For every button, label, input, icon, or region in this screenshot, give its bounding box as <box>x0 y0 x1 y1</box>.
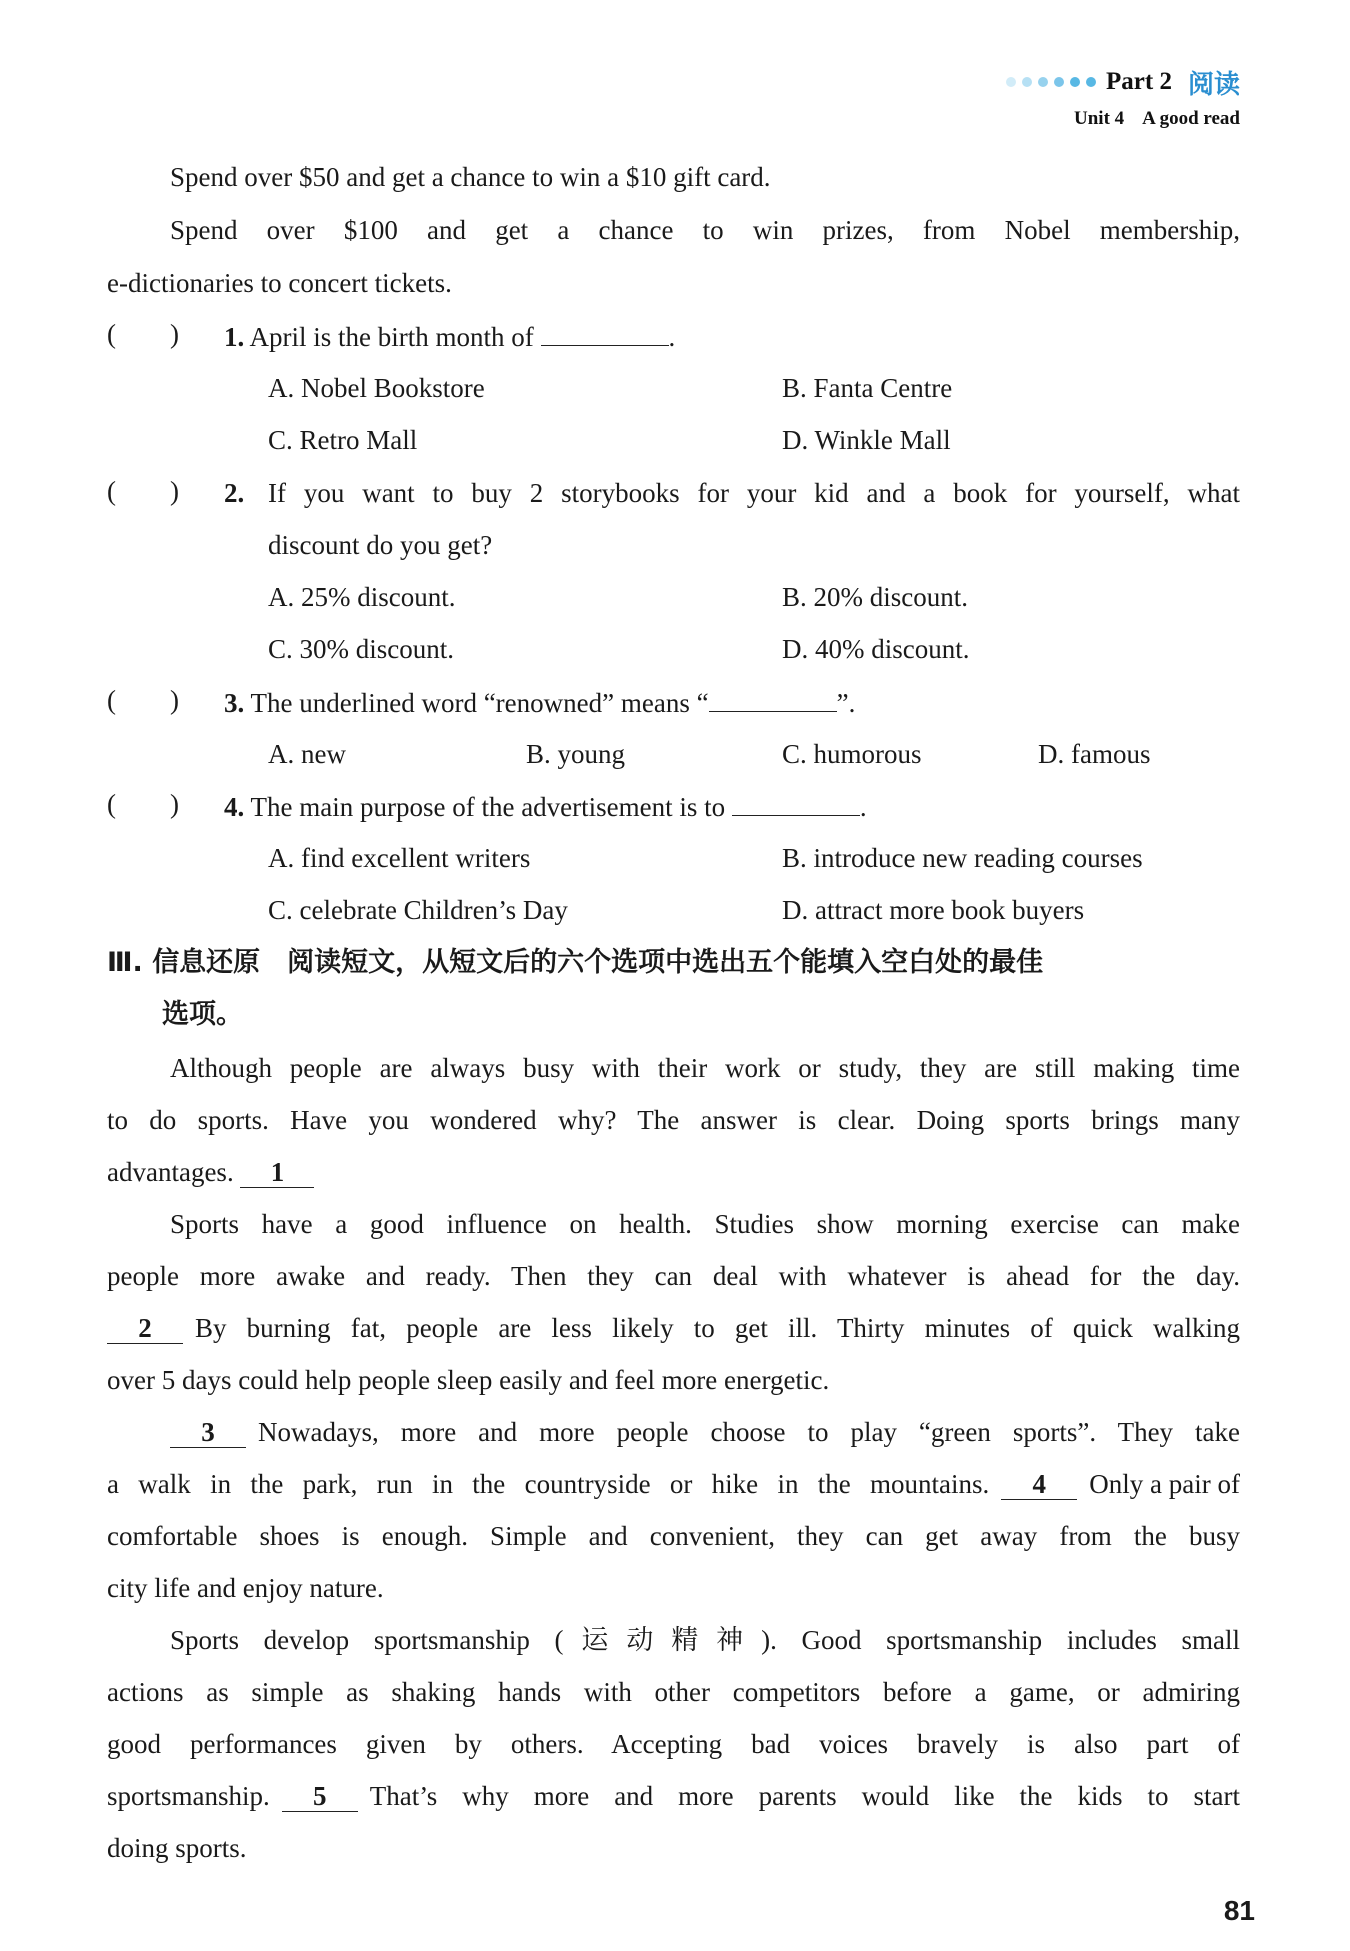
answer-blank[interactable] <box>541 319 669 346</box>
passage-line: to do sports. Have you wondered why? The answer is clear. Doing sports brings many <box>107 1105 1240 1135</box>
passage-line: Sports develop sportsmanship (运动精神). Good sportsmanship includes small <box>170 1625 1240 1655</box>
question-punct: . <box>859 792 867 822</box>
option-c[interactable]: C. celebrate Children’s Day <box>268 895 568 925</box>
page-number: 81 <box>1223 1895 1255 1926</box>
passage-text: By burning fat, people are less likely to get ill. Thirty minutes of quick walking <box>195 1313 1240 1343</box>
option-b[interactable]: B. 20% discount. <box>782 582 968 612</box>
passage-line <box>107 1467 1240 1501</box>
blank-2[interactable]: 2 <box>107 1313 183 1344</box>
blank-3[interactable]: 3 <box>170 1417 246 1448</box>
option-b[interactable]: B. young <box>526 739 626 769</box>
question-4-stem <box>224 789 867 824</box>
passage-text: Only a pair of <box>1089 1469 1240 1499</box>
passage-text: sportsmanship. <box>107 1781 270 1811</box>
passage-line <box>107 1155 314 1189</box>
passage-line: Sports have a good influence on health. Studies show morning exercise can make <box>170 1209 1240 1239</box>
option-a[interactable]: A. Nobel Bookstore <box>268 373 485 403</box>
passage-text: Nowadays, more and more people choose to play “green sports”. They take <box>258 1417 1240 1447</box>
intro-line: Spend over $100 and get a chance to win prizes, from Nobel membership, <box>170 215 1240 245</box>
answer-bracket[interactable]: ( ) <box>107 476 179 506</box>
passage-text: advantages. <box>107 1157 234 1187</box>
section-3-heading-cont: 选项。 <box>162 999 243 1030</box>
passage-line: Although people are always busy with their work or study, they are still making time <box>170 1053 1240 1083</box>
section-numeral: Ⅲ. <box>107 947 143 978</box>
part-label: Part 2 <box>1106 68 1172 95</box>
question-1-stem <box>224 319 675 354</box>
option-c[interactable]: C. 30% discount. <box>268 634 454 664</box>
option-d[interactable]: D. Winkle Mall <box>782 425 951 455</box>
option-a[interactable]: A. 25% discount. <box>268 582 456 612</box>
section-title: 信息还原 阅读短文，从短文后的六个选项中选出五个能填入空白处的最佳 <box>152 947 1044 978</box>
passage-line: doing sports. <box>107 1833 247 1863</box>
passage-line <box>107 1311 1240 1345</box>
intro-line: Spend over $50 and get a chance to win a $10 gift card. <box>170 162 771 192</box>
question-2-stem: If you want to buy 2 storybooks for your kid and a book for yourself, what <box>268 478 1240 508</box>
option-a[interactable]: A. new <box>268 739 346 769</box>
passage-text: a walk in the park, run in the countryside or hike in the mountains. <box>107 1469 990 1499</box>
question-number: 4. <box>224 792 245 822</box>
page-header <box>1000 62 1240 130</box>
decorative-dots-icon <box>1000 77 1096 87</box>
option-b[interactable]: B. Fanta Centre <box>782 373 953 403</box>
section-3-heading <box>107 946 1043 980</box>
intro-line: e-dictionaries to concert tickets. <box>107 268 452 298</box>
option-d[interactable]: D. attract more book buyers <box>782 895 1085 925</box>
answer-bracket[interactable]: ( ) <box>107 685 179 715</box>
blank-4[interactable]: 4 <box>1001 1469 1077 1500</box>
question-text: April is the birth month of <box>249 322 534 352</box>
blank-5[interactable]: 5 <box>282 1781 358 1812</box>
passage-line <box>170 1415 1240 1449</box>
passage-line: actions as simple as shaking hands with other competitors before a game, or admiring <box>107 1677 1240 1707</box>
answer-bracket[interactable]: ( ) <box>107 319 179 349</box>
blank-1[interactable]: 1 <box>240 1157 314 1188</box>
question-3-stem <box>224 685 855 720</box>
passage-line: good performances given by others. Accepting bad voices bravely is also part of <box>107 1729 1240 1759</box>
option-d[interactable]: D. 40% discount. <box>782 634 970 664</box>
question-number: 1. <box>224 322 245 352</box>
option-c[interactable]: C. humorous <box>782 739 922 769</box>
question-text: The main purpose of the advertisement is to <box>250 792 726 822</box>
passage-line <box>107 1779 1240 1813</box>
passage-line: people more awake and ready. Then they can deal with whatever is ahead for the day. <box>107 1261 1240 1291</box>
question-2-stem-cont: discount do you get? <box>268 530 493 560</box>
question-2-number: 2. <box>224 478 245 508</box>
section-label: 阅读 <box>1187 69 1240 100</box>
answer-blank[interactable] <box>709 685 837 712</box>
unit-title: A good read <box>1142 108 1240 129</box>
option-a[interactable]: A. find excellent writers <box>268 843 531 873</box>
option-b[interactable]: B. introduce new reading courses <box>782 843 1143 873</box>
passage-line: over 5 days could help people sleep easily and feel more energetic. <box>107 1365 830 1395</box>
option-c[interactable]: C. Retro Mall <box>268 425 418 455</box>
passage-line: comfortable shoes is enough. Simple and convenient, they can get away from the busy <box>107 1521 1240 1551</box>
passage-text: That’s why more and more parents would like the kids to start <box>369 1781 1240 1811</box>
answer-blank[interactable] <box>732 789 860 816</box>
passage-line: city life and enjoy nature. <box>107 1573 384 1603</box>
question-punct: . <box>668 322 676 352</box>
question-punct: ”. <box>836 688 856 718</box>
question-text: The underlined word “renowned” means “ <box>250 688 709 718</box>
question-number: 3. <box>224 688 245 718</box>
option-d[interactable]: D. famous <box>1038 739 1151 769</box>
answer-bracket[interactable]: ( ) <box>107 789 179 819</box>
unit-label: Unit 4 <box>1074 108 1125 129</box>
